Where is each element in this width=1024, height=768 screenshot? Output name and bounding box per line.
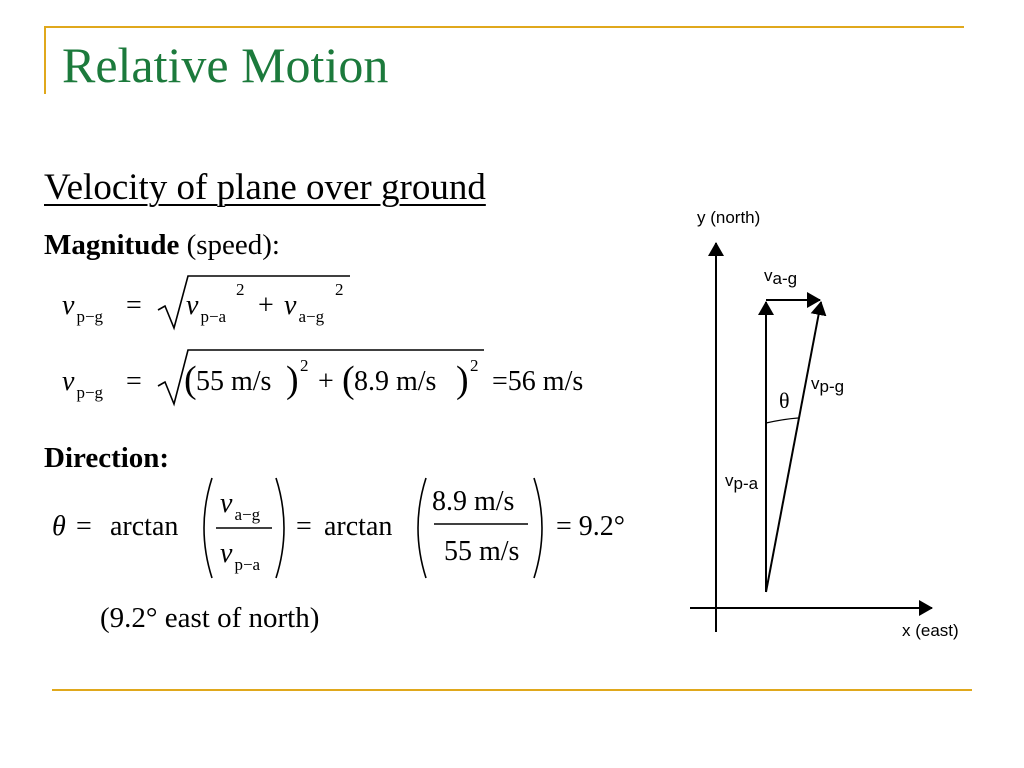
eq2-plus: +	[318, 366, 334, 397]
label-v-p-a-main: v	[725, 471, 734, 490]
speed-calculation	[62, 346, 622, 410]
eq2-exp1: 2	[300, 356, 309, 375]
x-axis-label: x (east)	[902, 621, 959, 640]
section-heading: Velocity of plane over ground	[44, 167, 486, 208]
label-v-a-g-main: v	[764, 266, 773, 285]
eq1-v: v	[62, 290, 75, 321]
eq1-v2: v	[186, 290, 199, 321]
eq1-sub-pa: p−a	[200, 307, 227, 326]
eq3-denominator: 55 m/s	[444, 536, 520, 567]
label-v-p-a-sub: p-a	[733, 474, 759, 493]
eq3-v-den: v	[220, 538, 233, 569]
left-rule	[44, 26, 46, 94]
eq1-equals: =	[126, 290, 142, 321]
label-v-p-g-sub: p-g	[819, 377, 845, 396]
eq2-paren-close-2: )	[456, 359, 469, 401]
eq2-exp2: 2	[470, 356, 479, 375]
angle-arc	[766, 418, 798, 423]
eq1-plus: +	[258, 290, 274, 321]
eq1-v3: v	[284, 290, 297, 321]
label-v-a-g	[764, 266, 797, 288]
eq2-sub-pg: p−g	[76, 383, 104, 402]
label-v-p-g-main: v	[811, 374, 820, 393]
vector-diagram	[680, 195, 1010, 655]
eq3-sub-ag: a−g	[234, 505, 261, 524]
eq3-theta: θ	[52, 511, 66, 542]
eq2-paren-open-2: (	[342, 359, 355, 401]
direction-note: (9.2° east of north)	[100, 602, 320, 634]
vector-p-g	[766, 302, 821, 592]
speed-formula	[62, 272, 362, 336]
eq3-sub-pa: p−a	[234, 555, 261, 574]
eq1-sub-pg: p−g	[76, 307, 104, 326]
direction-label	[44, 442, 169, 475]
label-v-p-a	[725, 471, 759, 493]
eq2-v: v	[62, 366, 75, 397]
eq3-arctan-1: arctan	[110, 511, 179, 542]
eq2-value-55: 55 m/s	[196, 366, 272, 397]
y-axis-label: y (north)	[697, 208, 761, 227]
eq3-equals-2: =	[296, 511, 312, 542]
angle-formula	[52, 474, 652, 584]
eq3-arctan-2: arctan	[324, 511, 393, 542]
eq3-v-num: v	[220, 488, 233, 519]
eq3-result: = 9.2°	[556, 511, 625, 542]
eq2-equals: =	[126, 366, 142, 397]
magnitude-label-bold: Magnitude	[44, 229, 180, 261]
eq1-exp1: 2	[236, 280, 245, 299]
magnitude-label-rest: (speed):	[179, 229, 280, 261]
label-v-p-g	[811, 374, 844, 396]
eq2-paren-close-1: )	[286, 359, 299, 401]
eq1-exp2: 2	[335, 280, 344, 299]
top-rule	[44, 26, 964, 28]
direction-label-text: Direction:	[44, 442, 170, 474]
eq2-result: =56 m/s	[492, 366, 584, 397]
angle-theta-label: θ	[779, 388, 790, 413]
label-v-a-g-sub: a-g	[772, 269, 798, 288]
eq3-equals-1: =	[76, 511, 92, 542]
eq3-numerator: 8.9 m/s	[432, 486, 515, 517]
eq1-sub-ag: a−g	[298, 307, 325, 326]
eq2-value-89: 8.9 m/s	[354, 366, 437, 397]
magnitude-label	[44, 229, 280, 262]
bottom-rule	[52, 689, 972, 691]
eq2-paren-open-1: (	[184, 359, 197, 401]
slide-title: Relative Motion	[62, 37, 389, 93]
